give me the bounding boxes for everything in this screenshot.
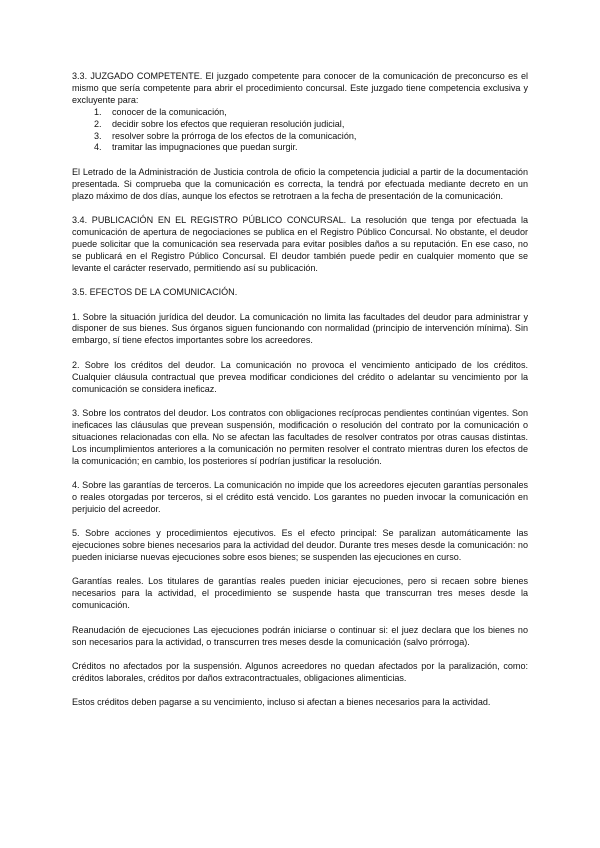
effect-1-situacion-juridica: 1. Sobre la situación jurídica del deudor. La comunicación no limita las facultades del deudor para administrar y disponer de sus bienes. Sus órganos siguen funcionando con normalidad (principio de intervención mínima). Sin embargo, sí tiene efectos importantes sobre los acreedores. xyxy=(72,311,528,346)
section-3-4-publicacion: 3.4. PUBLICACIÓN EN EL REGISTRO PÚBLICO CONCURSAL. La resolución que tenga por efectuada la comunicación de apertura de negociaciones se publica en el Registro Público Concursal. No obstante, el deudor puede solicitar que la comunicación sea reservada para evitar posibles daños a su reputación. En ese caso, no se publicará en el Registro Público Concursal. El deudor también puede pedir en cualquier momento que se levante el carácter reservado, permitiendo así su publicación. xyxy=(72,215,528,273)
section-3-5-heading: 3.5. EFECTOS DE LA COMUNICACIÓN. xyxy=(72,287,238,298)
competence-list xyxy=(72,107,528,155)
list-item: 3. resolver sobre la prórroga de los efectos de la comunicación, xyxy=(94,130,357,141)
section-3-3-letrado: El Letrado de la Administración de Justicia controla de oficio la competencia judicial a partir de la documentación presentada. Si comprueba que la comunicación es correcta, la tendrá por efectuada mediante decreto en un plazo máximo de dos días, aunque los efectos se retrotraen a la fecha de presentación de la comunicación. xyxy=(72,166,528,201)
effect-4-garantias-terceros: 4. Sobre las garantías de terceros. La comunicación no impide que los acreedores ejecuten garantías personales o reales otorgadas por terceros, si el crédito está vencido. Los garantes no pueden invocar la comunicación en perjuicio del acreedor. xyxy=(72,479,528,514)
creditos-no-afectados-paragraph: Créditos no afectados por la suspensión. Algunos acreedores no quedan afectados por la paralización, como: créditos laborales, créditos por daños extracontractuales, obligaciones alimenticias. xyxy=(72,660,528,683)
list-item: 4. tramitar las impugnaciones que puedan surgir. xyxy=(94,142,298,153)
section-3-3-intro: 3.3. JUZGADO COMPETENTE. El juzgado competente para conocer de la comunicación de preconcurso es el mismo que sería competente para abrir el procedimiento concursal. Este juzgado tiene competencia exclusiva y excluyente para: xyxy=(72,71,528,105)
list-item: 1. conocer de la comunicación, xyxy=(94,106,227,117)
effect-2-creditos: 2. Sobre los créditos del deudor. La comunicación no provoca el vencimiento anticipado de los créditos. Cualquier cláusula contractual que prevea modificar condiciones del crédito o adelantar su vencimiento por la comunicación se considera ineficaz. xyxy=(72,359,528,394)
list-item: 2. decidir sobre los efectos que requieran resolución judicial, xyxy=(94,118,345,129)
garantias-reales-paragraph: Garantías reales. Los titulares de garantías reales pueden iniciar ejecuciones, pero si recaen sobre bienes necesarios para la actividad, el procedimiento se suspende hasta que transcurran tres meses desde la comunicación. xyxy=(72,576,528,611)
estos-creditos-paragraph: Estos créditos deben pagarse a su vencimiento, incluso si afectan a bienes necesarios para la actividad. xyxy=(72,697,491,708)
effect-3-contratos: 3. Sobre los contratos del deudor. Los contratos con obligaciones recíprocas pendientes continúan vigentes. Son ineficaces las cláusulas que prevean suspensión, modificación o resolución del contrato por la comunicación o situaciones relacionadas con ella. No se afectan las facultades de resolver contratos por otras causas distintas. Los incumplimientos anteriores a la comunicación no permiten resolver el contrato mientras duren los efectos de la comunicación; en cambio, los posteriores sí podrían justificar la resolución. xyxy=(72,407,528,466)
reanudacion-paragraph: Reanudación de ejecuciones Las ejecuciones podrán iniciarse o continuar si: el juez declara que los bienes no son necesarios para la actividad, o transcurren tres meses desde la comunicación (salvo prórroga). xyxy=(72,624,528,647)
effect-5-acciones-ejecutivas: 5. Sobre acciones y procedimientos ejecutivos. Es el efecto principal: Se paralizan automáticamente las ejecuciones sobre bienes necesarios para la actividad del deudor. Durante tres meses desde la comunicación: no pueden iniciarse nuevas ejecuciones sobre esos bienes; se suspenden las ejecuciones en curso. xyxy=(72,528,528,562)
